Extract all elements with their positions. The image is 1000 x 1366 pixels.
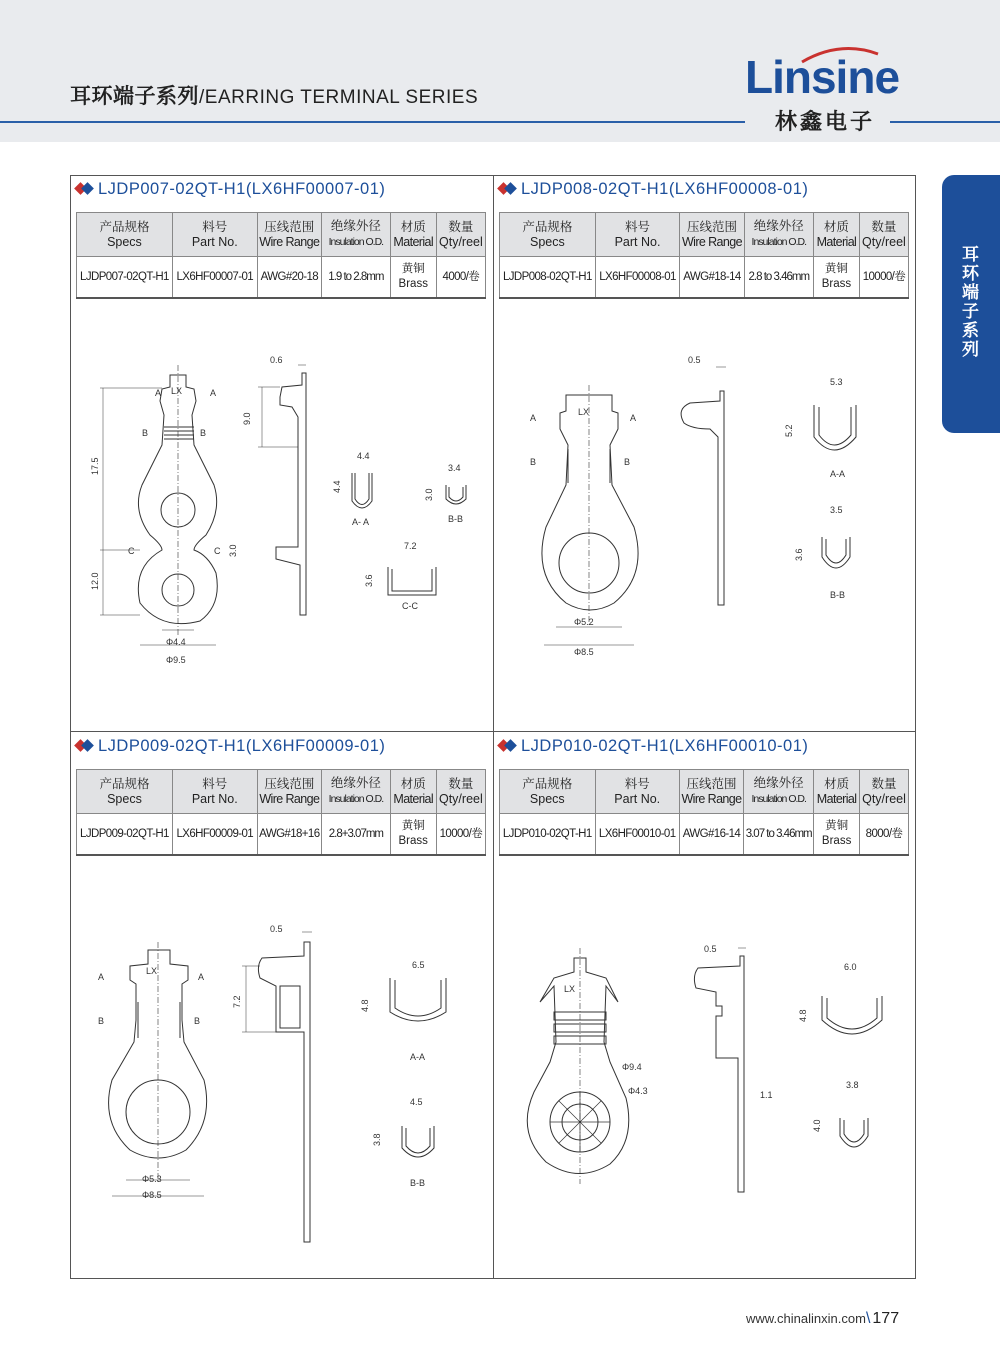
svg-text:B-B: B-B (410, 1178, 426, 1188)
svg-text:4.8: 4.8 (798, 1009, 808, 1022)
cell-ins: 3.07 to 3.46mm (744, 814, 814, 856)
logo (745, 50, 915, 140)
cell-wire: AWG#20-18 (257, 257, 321, 299)
col-wire: 压线范围 Wire Range (680, 213, 744, 257)
col-part: 料号 Part No. (595, 213, 680, 257)
svg-text:Φ9.4: Φ9.4 (622, 1062, 642, 1072)
cell-wire: AWG#18+16 (257, 814, 321, 856)
svg-text:3.8: 3.8 (846, 1080, 859, 1090)
side-tab-label: 耳环端子系列 (958, 245, 978, 359)
page-number: 177 (872, 1310, 900, 1327)
col-part: 料号 Part No. (595, 770, 679, 814)
title-en: /EARRING TERMINAL SERIES (199, 87, 479, 108)
svg-text:0.6: 0.6 (270, 355, 283, 365)
svg-text:A: A (210, 388, 217, 398)
cell-qty: 10000/卷 (436, 814, 485, 856)
svg-text:Φ9.5: Φ9.5 (166, 655, 186, 665)
cell-ins: 1.9 to 2.8mm (322, 257, 391, 299)
cell-part: LX6HF00009-01 (172, 814, 257, 856)
cell-spec: LJDP007-02QT-H1 (77, 257, 173, 299)
svg-text:B: B (530, 457, 537, 467)
product-title-text: LJDP008-02QT-H1(LX6HF00008-01) (521, 180, 809, 198)
cell-ins: 2.8+3.07mm (322, 814, 391, 856)
drawing-ljdp009 (70, 862, 492, 1274)
svg-text:C-C: C-C (402, 601, 418, 611)
svg-text:12.0: 12.0 (90, 572, 100, 590)
col-mat: 材质 Material (390, 770, 436, 814)
cell-qty: 8000/卷 (860, 814, 909, 856)
page-title (70, 80, 478, 110)
svg-text:3.5: 3.5 (830, 505, 843, 515)
table-header-row (500, 770, 909, 814)
drawing-ljdp010 (494, 862, 914, 1274)
table-header-row (500, 213, 909, 257)
logo-text: Linsine (745, 51, 900, 103)
svg-text:Φ4.4: Φ4.4 (166, 637, 186, 647)
svg-text:LX: LX (578, 407, 590, 417)
col-part: 料号 Part No. (172, 770, 257, 814)
svg-text:6.5: 6.5 (412, 960, 425, 970)
col-ins: 绝缘外径 Insulation O.D. (322, 213, 391, 257)
header-rule (0, 121, 745, 123)
spec-table (499, 212, 909, 299)
svg-text:4.4: 4.4 (357, 451, 370, 461)
svg-text:1.1: 1.1 (760, 1090, 773, 1100)
product-title (499, 180, 808, 199)
col-qty: 数量 Qty/reel (436, 213, 485, 257)
cell-spec: LJDP010-02QT-H1 (500, 814, 596, 856)
svg-text:B: B (200, 428, 207, 438)
col-ins: 绝缘外径 Insulation O.D. (322, 770, 391, 814)
svg-text:17.5: 17.5 (90, 457, 100, 475)
cell-mat: 黄铜 Brass (814, 814, 860, 856)
svg-text:3.4: 3.4 (448, 463, 461, 473)
svg-text:A- A: A- A (352, 517, 370, 527)
title-cn: 耳环端子系列 (70, 84, 199, 108)
svg-text:B: B (98, 1016, 105, 1026)
svg-text:3.6: 3.6 (794, 548, 804, 561)
cell-qty: 4000/卷 (436, 257, 485, 299)
svg-text:4.0: 4.0 (812, 1119, 822, 1132)
cell-mat: 黄铜 Brass (390, 257, 436, 299)
col-spec: 产品规格 Specs (500, 770, 596, 814)
svg-text:B-B: B-B (448, 514, 464, 524)
svg-text:C: C (128, 546, 135, 556)
svg-text:LX: LX (146, 966, 158, 976)
col-part: 料号 Part No. (172, 213, 257, 257)
cell-spec: LJDP009-02QT-H1 (77, 814, 173, 856)
svg-text:A: A (198, 972, 205, 982)
cell-part: LX6HF00008-01 (595, 257, 680, 299)
product-title (76, 737, 385, 756)
cell-spec: LJDP008-02QT-H1 (500, 257, 596, 299)
svg-text:5.2: 5.2 (784, 424, 794, 437)
table-row (77, 257, 486, 299)
svg-text:Φ8.5: Φ8.5 (142, 1190, 162, 1200)
svg-text:0.5: 0.5 (704, 944, 717, 954)
col-ins: 绝缘外径 Insulation O.D. (744, 213, 813, 257)
spec-table (76, 212, 486, 299)
col-qty: 数量 Qty/reel (860, 770, 909, 814)
cell-part: LX6HF00007-01 (172, 257, 257, 299)
svg-text:A-A: A-A (830, 469, 846, 479)
svg-text:0.5: 0.5 (270, 924, 283, 934)
col-mat: 材质 Material (390, 213, 436, 257)
cell-wire: AWG#16-14 (679, 814, 743, 856)
product-title-text: LJDP009-02QT-H1(LX6HF00009-01) (98, 737, 386, 755)
col-spec: 产品规格 Specs (77, 213, 173, 257)
svg-text:B: B (142, 428, 149, 438)
col-mat: 材质 Material (814, 770, 860, 814)
col-spec: 产品规格 Specs (500, 213, 596, 257)
product-title-text: LJDP010-02QT-H1(LX6HF00010-01) (521, 737, 809, 755)
svg-text:C: C (214, 546, 221, 556)
cell-wire: AWG#18-14 (680, 257, 744, 299)
svg-text:Φ5.2: Φ5.2 (574, 617, 594, 627)
svg-text:A: A (630, 413, 637, 423)
product-title-text: LJDP007-02QT-H1(LX6HF00007-01) (98, 180, 386, 198)
svg-text:0.5: 0.5 (688, 355, 701, 365)
svg-text:6.0: 6.0 (844, 962, 857, 972)
table-header-row (77, 770, 486, 814)
svg-text:3.0: 3.0 (424, 488, 434, 501)
svg-text:LX: LX (564, 984, 576, 994)
svg-text:A: A (530, 413, 537, 423)
col-wire: 压线范围 Wire Range (257, 213, 321, 257)
drawing-ljdp007 (70, 305, 492, 725)
table-row (500, 814, 909, 856)
svg-text:3.8: 3.8 (372, 1133, 382, 1146)
logo-cn: 林鑫电子 (775, 110, 876, 135)
svg-text:A: A (155, 388, 162, 398)
cell-mat: 黄铜 Brass (813, 257, 859, 299)
svg-text:7.2: 7.2 (404, 541, 417, 551)
svg-text:3.0: 3.0 (228, 544, 238, 557)
svg-text:B: B (194, 1016, 201, 1026)
cell-ins: 2.8 to 3.46mm (744, 257, 813, 299)
cell-part: LX6HF00010-01 (595, 814, 679, 856)
spec-table (76, 769, 486, 856)
table-header-row (77, 213, 486, 257)
svg-text:5.3: 5.3 (830, 377, 843, 387)
svg-text:B: B (624, 457, 631, 467)
svg-text:3.6: 3.6 (364, 574, 374, 587)
col-wire: 压线范围 Wire Range (679, 770, 743, 814)
cell-mat: 黄铜 Brass (390, 814, 436, 856)
svg-text:Φ5.3: Φ5.3 (142, 1174, 162, 1184)
svg-text:4.5: 4.5 (410, 1097, 423, 1107)
svg-text:7.2: 7.2 (232, 995, 242, 1008)
svg-text:Φ4.3: Φ4.3 (628, 1086, 648, 1096)
spec-table (499, 769, 909, 856)
cell-qty: 10000/卷 (859, 257, 908, 299)
svg-text:4.4: 4.4 (332, 480, 342, 493)
svg-text:A: A (98, 972, 105, 982)
col-qty: 数量 Qty/reel (859, 213, 908, 257)
footer-url: www.chinalinxin.com (746, 1311, 866, 1326)
product-title (499, 737, 808, 756)
col-mat: 材质 Material (813, 213, 859, 257)
col-qty: 数量 Qty/reel (436, 770, 485, 814)
table-row (77, 814, 486, 856)
svg-text:4.8: 4.8 (360, 999, 370, 1012)
footer-sep: \ (865, 1310, 871, 1327)
svg-text:LX: LX (171, 386, 183, 396)
drawing-ljdp008 (494, 305, 914, 725)
frame-divider-horizontal (70, 731, 916, 732)
col-wire: 压线范围 Wire Range (257, 770, 321, 814)
product-title (76, 180, 385, 199)
svg-text:B-B: B-B (830, 590, 846, 600)
col-ins: 绝缘外径 Insulation O.D. (744, 770, 814, 814)
side-tab (942, 175, 1000, 433)
svg-text:A-A: A-A (410, 1052, 426, 1062)
table-row (500, 257, 909, 299)
page-footer (746, 1310, 899, 1328)
svg-text:9.0: 9.0 (242, 412, 252, 425)
svg-text:Φ8.5: Φ8.5 (574, 647, 594, 657)
col-spec: 产品规格 Specs (77, 770, 173, 814)
